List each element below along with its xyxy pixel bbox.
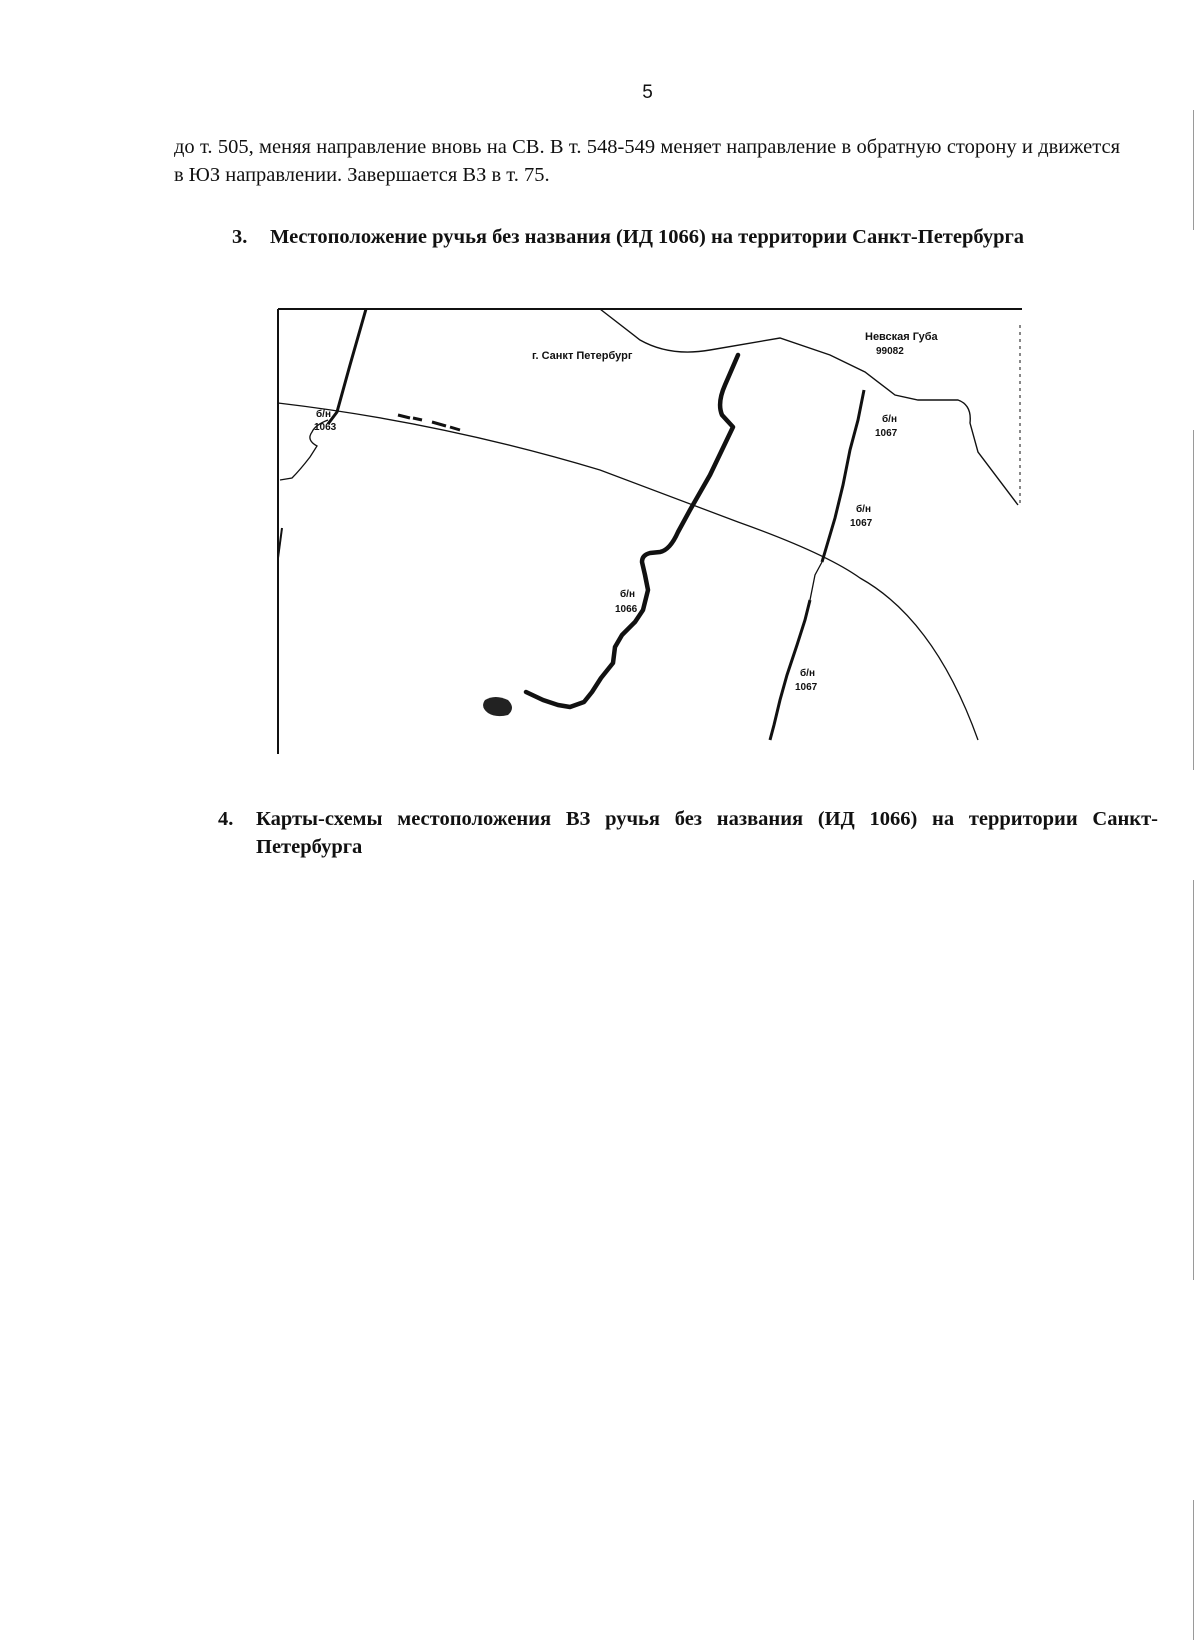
label-stream-1063-id: 1063 (314, 422, 337, 433)
coastline (600, 309, 1018, 505)
label-stream-1067-name-low: б/н (800, 668, 815, 679)
label-stream-1067-name-top: б/н (882, 414, 897, 425)
section-3-heading (232, 223, 1110, 251)
stream-1067-gap (810, 562, 822, 600)
section-4-heading (218, 805, 1158, 861)
label-stream-1067-id-low: 1067 (795, 682, 818, 693)
stream-1063 (328, 309, 366, 424)
location-map-svg (270, 300, 1030, 760)
scan-edge-mark-2 (1193, 430, 1194, 770)
page-number: 5 (642, 82, 653, 103)
label-stream-1067-id-mid: 1067 (850, 518, 873, 529)
scan-edge-mark-1 (1193, 110, 1194, 230)
section-4-title: Карты-схемы местоположения ВЗ ручья без названия (ИД 1066) на территории Санкт-Петербурга (256, 808, 1158, 858)
section-4-number: 4. (218, 808, 234, 830)
intro-paragraph: до т. 505, меняя направление вновь на СВ. В т. 548-549 меняет направление в обратную сторону и движется в ЮЗ направлении. Завершается ВЗ в т. 75. (174, 136, 1120, 186)
label-stream-1066-id: 1066 (615, 604, 638, 615)
label-stream-1067-name-mid: б/н (856, 504, 871, 515)
label-city: г. Санкт Петербург (532, 350, 633, 362)
stream-1067 (822, 390, 864, 562)
location-map (270, 300, 1030, 760)
label-stream-1063-name: б/н (316, 409, 331, 420)
section-3-title: Местоположение ручья без названия (ИД 1066) на территории Санкт-Петербурга (270, 226, 1025, 248)
scan-edge-mark-3 (1193, 880, 1194, 1280)
scan-edge-mark-4 (1193, 1500, 1194, 1640)
label-bay-name: Невская Губа (865, 331, 938, 343)
map-blot (483, 697, 512, 716)
label-stream-1067-id-top: 1067 (875, 428, 898, 439)
section-3-number: 3. (232, 226, 248, 248)
label-bay-id: 99082 (876, 346, 904, 357)
label-stream-1066-name: б/н (620, 589, 635, 600)
stream-1066 (526, 355, 738, 707)
road (278, 403, 978, 740)
